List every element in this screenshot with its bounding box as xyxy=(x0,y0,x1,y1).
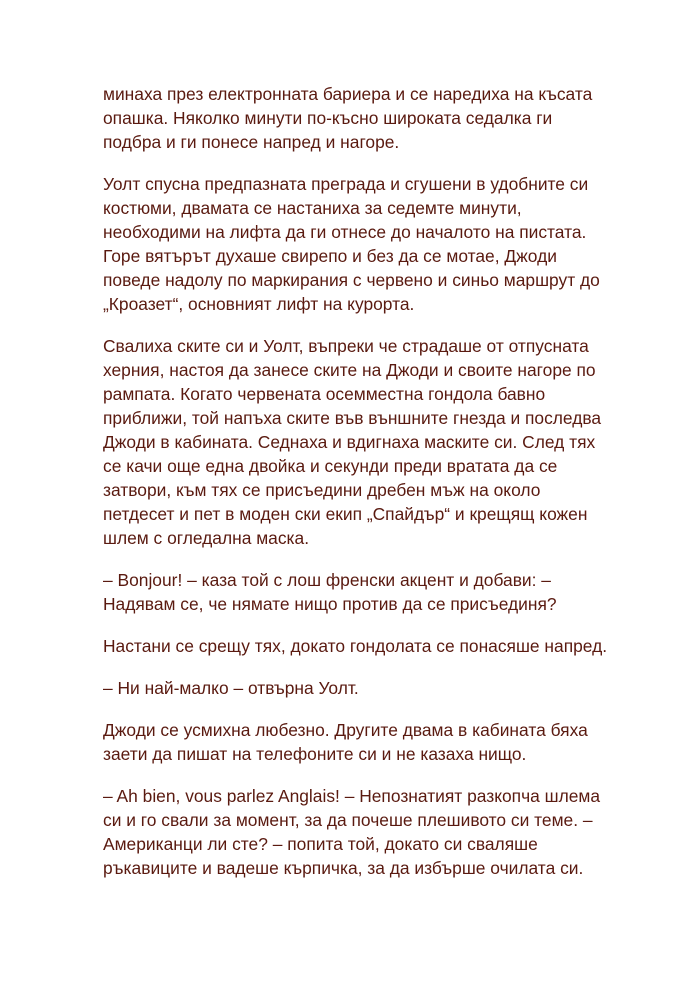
paragraph-6: – Ни най-малко – отвърна Уолт. xyxy=(103,678,359,698)
body-text xyxy=(103,82,613,880)
paragraph-1: минаха през електронната бариера и се наредиха на късата опашка. Няколко минути по-късно широката седалка ги подбра и ги понесе напред и нагоре. xyxy=(103,84,593,152)
paragraph-2: Уолт спусна предпазната преграда и сгушени в удобните си костюми, двамата се настаниха за седемте минути, необходими на лифта да ги отнесе до началото на пистата. Горе вятърът духаше свирепо и без да се мотае, Джоди поведе надолу по маркирания с червено и синьо маршрут до „Кроазет“, основният лифт на курорта. xyxy=(103,174,600,314)
paragraph-8: – Ah bien, vous parlez Anglais! – Непознатият разкопча шлема си и го свали за момент, за да почеше плешивото си теме. – Американци ли сте? – попита той, докато си сваляше ръкавиците и вадеше кърпичка, за да избърше очилата си. xyxy=(103,786,601,878)
paragraph-4: – Bonjour! – каза той с лош френски акцент и добави: – Надявам се, че нямате нищо против да се присъединя? xyxy=(103,570,557,614)
paragraph-7: Джоди се усмихна любезно. Другите двама в кабината бяха заети да пишат на телефоните си и не казаха нищо. xyxy=(103,720,588,764)
paragraph-3: Свалиха ските си и Уолт, въпреки че страдаше от отпусната херния, настоя да занесе ските на Джоди и своите нагоре по рампата. Когато червената осемместна гондола бавно приближи, той напъха ските във външните гнезда и последва Джоди в кабината. Седнаха и вдигнаха маските си. След тях се качи още една двойка и секунди преди вратата да се затвори, към тях се присъедини дребен мъж на около петдесет и пет в моден ски екип „Спайдър“ и крещящ кожен шлем с огледална маска. xyxy=(103,336,602,548)
paragraph-5: Настани се срещу тях, докато гондолата се понасяше напред. xyxy=(103,636,608,656)
